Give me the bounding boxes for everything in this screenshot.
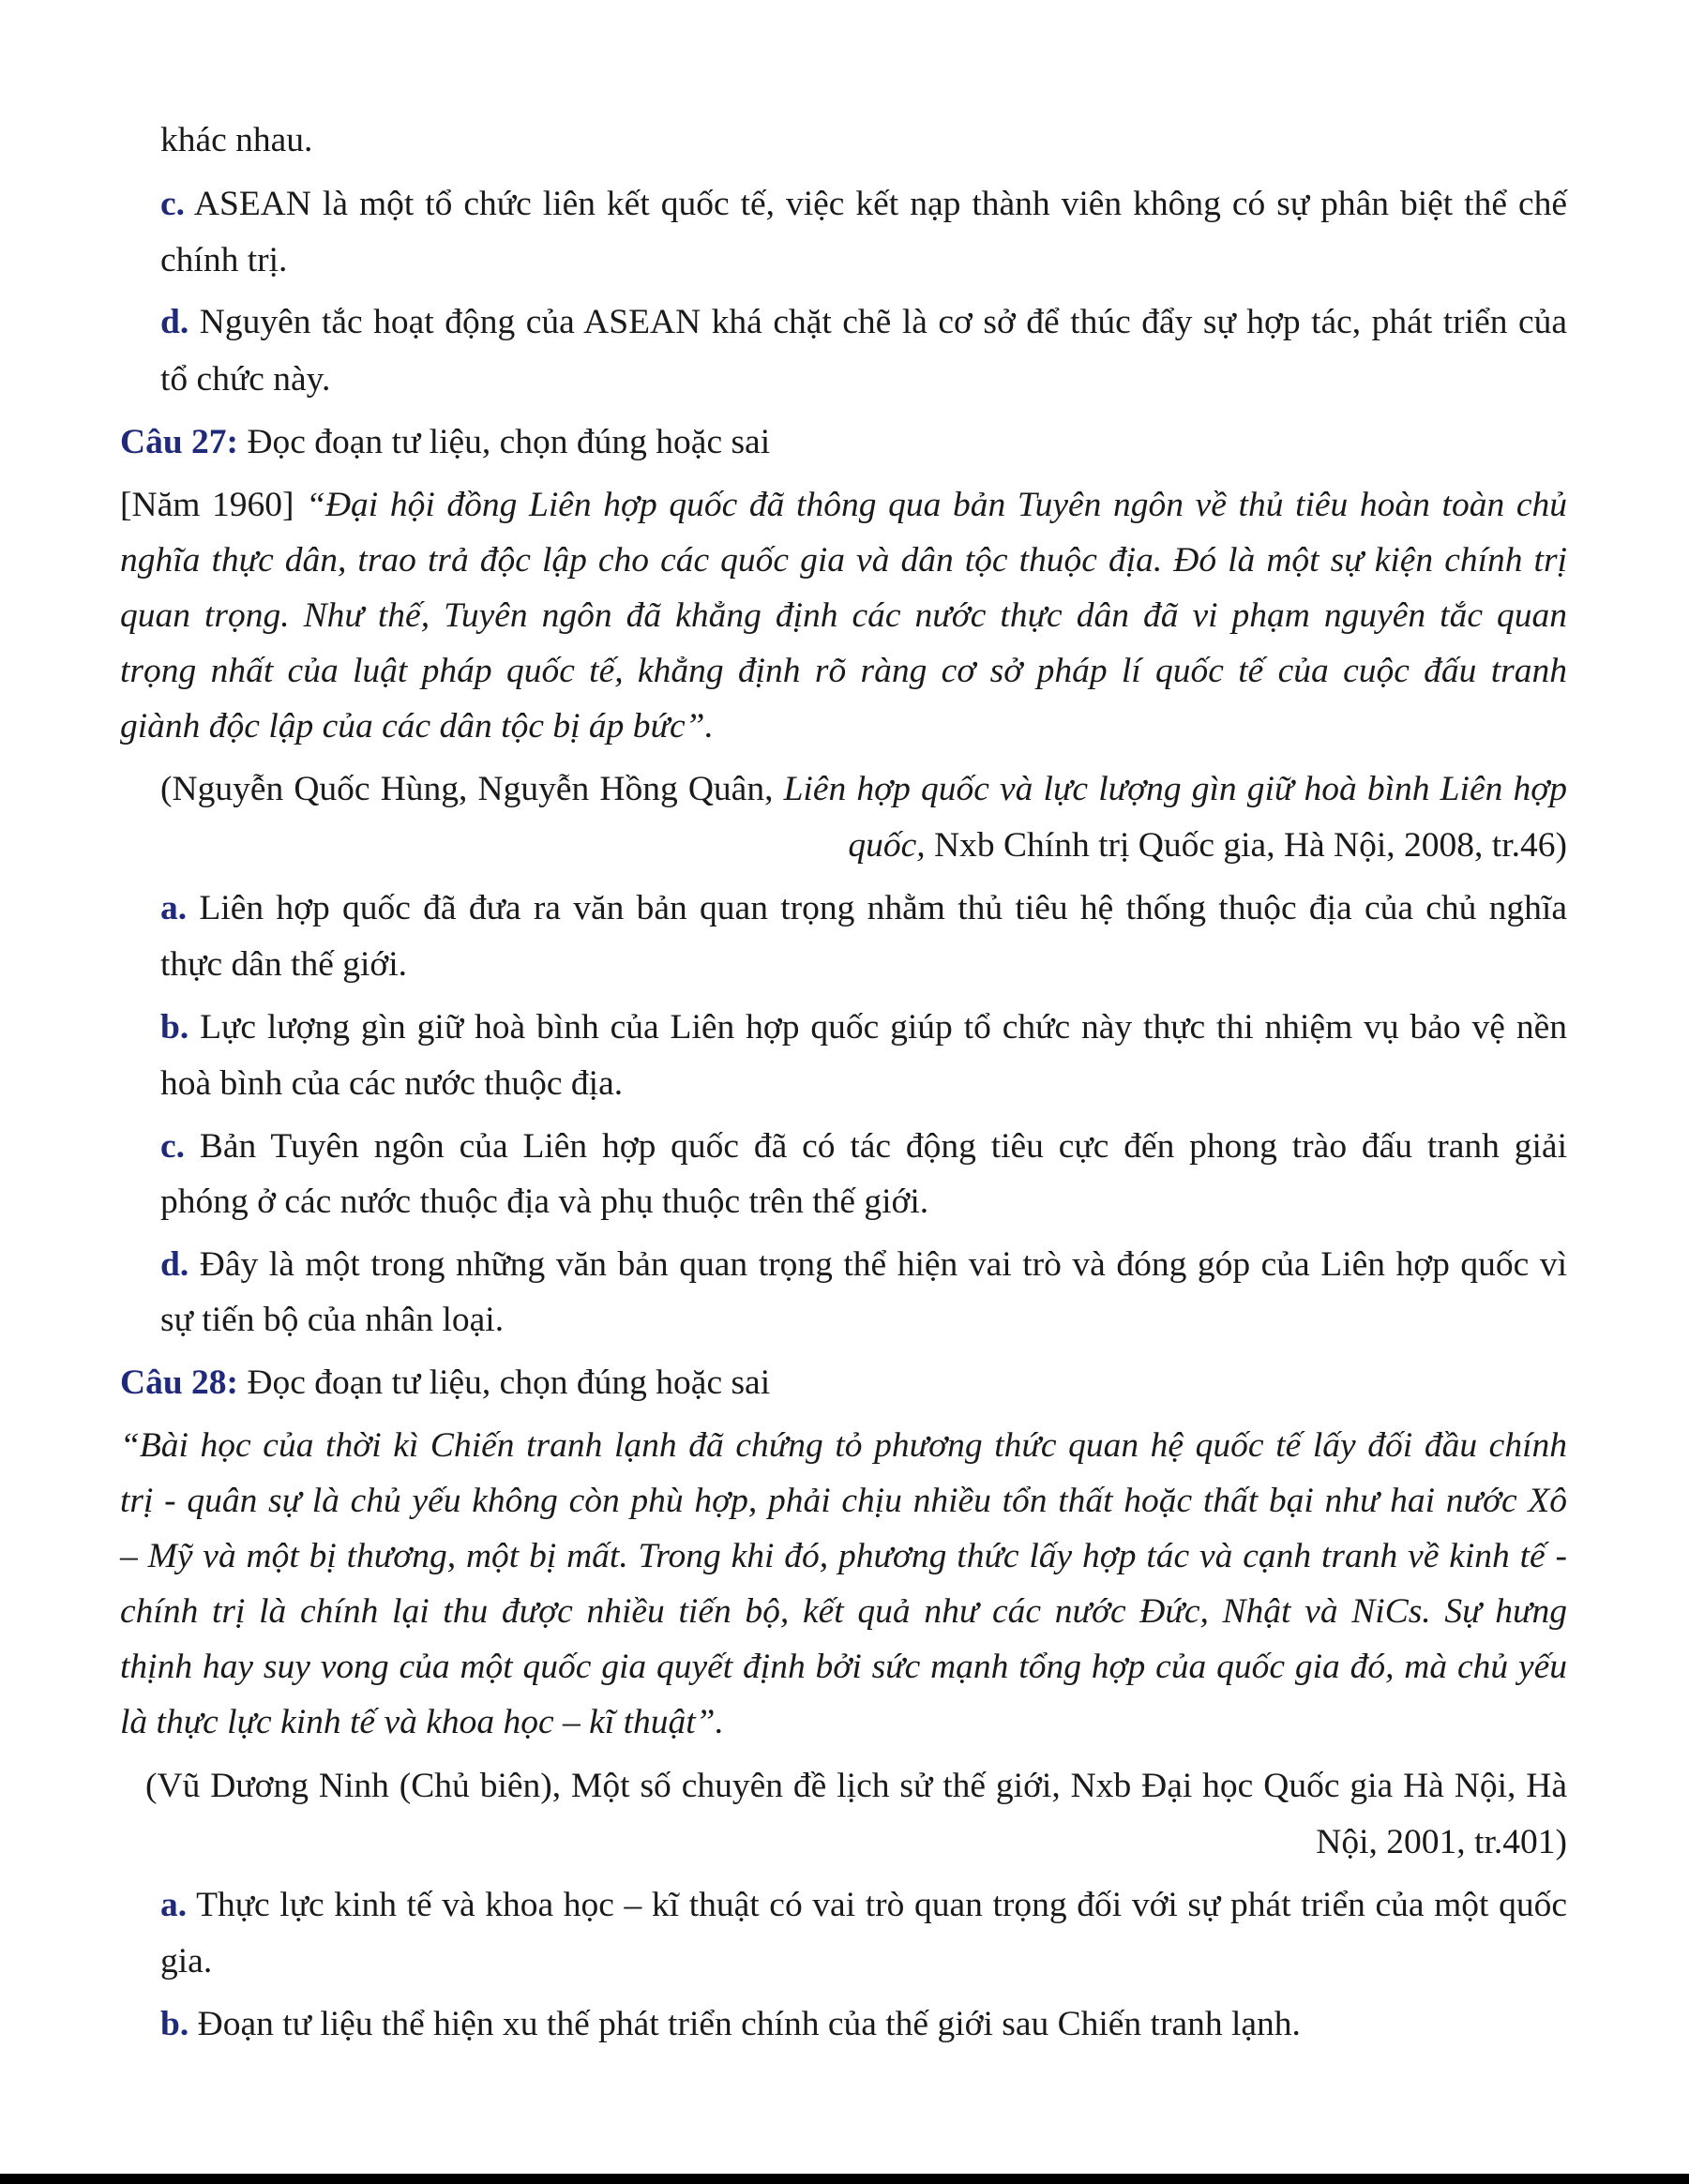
q28-quote-line-1: “Bài học của thời kì Chiến tranh lạnh đã chứng tỏ phương thức quan hệ quốc tế lấy đối đầu chính (120, 1426, 1567, 1465)
source-authors: (Nguyễn Quốc Hùng, Nguyễn Hồng Quân, (160, 770, 784, 808)
q26-option-c-cont (160, 237, 287, 284)
option-label: a. (160, 889, 188, 927)
q27-option-b (160, 1004, 1567, 1051)
q27-quote-line-4: trọng nhất của luật pháp quốc tế, khẳng định rõ ràng cơ sở pháp lí quốc tế của cuộc đấu tranh (120, 652, 1567, 690)
q27-quote-line-1 (120, 482, 1567, 529)
source-title: Liên hợp quốc và lực lượng gìn giữ hoà bình Liên hợp (783, 770, 1567, 808)
option-label: d. (160, 1245, 189, 1284)
option-text: Lực lượng gìn giữ hoà bình của Liên hợp quốc giúp tổ chức này thực thi nhiệm vụ bảo vệ nền (189, 1008, 1567, 1047)
source-publisher: Nxb Chính trị Quốc gia, Hà Nội, 2008, tr.46) (925, 826, 1567, 865)
q28-quote-line-2: trị - quân sự là chủ yếu không còn phù hợp, phải chịu nhiều tổn thất hoặc thất bại như hai nước Xô (120, 1482, 1567, 1520)
option-label: a. (160, 1886, 188, 1924)
q28-heading (120, 1360, 770, 1407)
q27-option-a-cont: thực dân thế giới. (160, 945, 408, 984)
q27-option-d-cont: sự tiến bộ của nhân loại. (160, 1301, 505, 1339)
option-text: Đoạn tư liệu thể hiện xu thế phát triển chính của thế giới sau Chiến tranh lạnh. (189, 2005, 1301, 2043)
q26-option-b-end (160, 117, 312, 164)
q27-quote-line-3: quan trọng. Như thế, Tuyên ngôn đã khẳng định các nước thực dân đã vi phạm nguyên tắc quan (120, 596, 1567, 635)
option-label: d. (160, 303, 189, 341)
option-text: Bản Tuyên ngôn của Liên hợp quốc đã có tác động tiêu cực đến phong trào đấu tranh giải (185, 1127, 1567, 1166)
option-text: Liên hợp quốc đã đưa ra văn bản quan trọng nhằm thủ tiêu hệ thống thuộc địa của chủ nghĩa (187, 889, 1567, 927)
text: khác nhau. (160, 121, 313, 159)
option-label: b. (160, 2005, 189, 2043)
q28-option-a (160, 1882, 1567, 1929)
q26-option-c (160, 181, 1567, 228)
q27-option-a (160, 885, 1567, 932)
q27-source-line-1 (160, 766, 1567, 813)
question-prompt: Đọc đoạn tư liệu, chọn đúng hoặc sai (238, 423, 771, 461)
q27-quote-line-5: giành độc lập của các dân tộc bị áp bức”. (120, 707, 714, 746)
option-text: ASEAN là một tổ chức liên kết quốc tế, việc kết nạp thành viên không có sự phân biệt thể chế (185, 185, 1567, 223)
q27-option-d (160, 1242, 1567, 1288)
question-label: Câu 27: (120, 423, 239, 461)
q28-quote-line-4: chính trị là chính lại thu được nhiều tiến bộ, kết quả như các nước Đức, Nhật và NiCs. Sự hưng (120, 1592, 1567, 1631)
quote-year: [Năm 1960] (120, 486, 307, 524)
q28-source-line-1: (Vũ Dương Ninh (Chủ biên), Một số chuyên đề lịch sử thế giới, Nxb Đại học Quốc gia Hà Nội, Hà (145, 1767, 1567, 1805)
question-prompt: Đọc đoạn tư liệu, chọn đúng hoặc sai (238, 1363, 771, 1402)
q28-quote-line-6: là thực lực kinh tế và khoa học – kĩ thuật”. (120, 1703, 724, 1741)
option-text: Thực lực kinh tế và khoa học – kĩ thuật có vai trò quan trọng đối với sự phát triển của một quốc (187, 1886, 1567, 1924)
q28-option-a-cont: gia. (160, 1942, 213, 1981)
q28-option-b (160, 2001, 1301, 2048)
q26-option-d-cont (160, 356, 330, 403)
q27-option-b-cont: hoà bình của các nước thuộc địa. (160, 1064, 624, 1103)
option-text: Đây là một trong những văn bản quan trọng thể hiện vai trò và đóng góp của Liên hợp quốc vì (189, 1245, 1567, 1284)
q26-option-d (160, 299, 1567, 346)
option-label: c. (160, 1127, 186, 1166)
text: chính trị. (160, 241, 288, 279)
text: tổ chức này. (160, 360, 331, 399)
q27-option-c-cont: phóng ở các nước thuộc địa và phụ thuộc trên thế giới. (160, 1182, 929, 1221)
option-text: Nguyên tắc hoạt động của ASEAN khá chặt chẽ là cơ sở để thúc đẩy sự hợp tác, phát triển của (189, 303, 1567, 341)
q27-heading (120, 419, 770, 466)
option-label: c. (160, 185, 186, 223)
q28-quote-line-5: thịnh hay suy vong của một quốc gia quyết định bởi sức mạnh tổng hợp của quốc gia đó, mà chủ yếu (120, 1648, 1567, 1686)
q27-quote-line-2: nghĩa thực dân, trao trả độc lập cho các quốc gia và dân tộc thuộc địa. Đó là một sự kiện chính trị (120, 541, 1567, 580)
source-title-end: quốc, (848, 826, 926, 865)
quote-text: “Đại hội đồng Liên hợp quốc đã thông qua bản Tuyên ngôn về thủ tiêu hoàn toàn chủ (306, 486, 1567, 524)
q28-source-line-2: Nội, 2001, tr.401) (1316, 1823, 1567, 1861)
question-label: Câu 28: (120, 1363, 239, 1402)
option-label: b. (160, 1008, 189, 1047)
page-bottom-border (0, 2174, 1689, 2184)
q27-option-c (160, 1123, 1567, 1170)
q27-source-line-2 (160, 822, 1567, 869)
q28-quote-line-3: – Mỹ và một bị thương, một bị mất. Trong khi đó, phương thức lấy hợp tác và cạnh tranh về kinh tế - (120, 1537, 1567, 1575)
